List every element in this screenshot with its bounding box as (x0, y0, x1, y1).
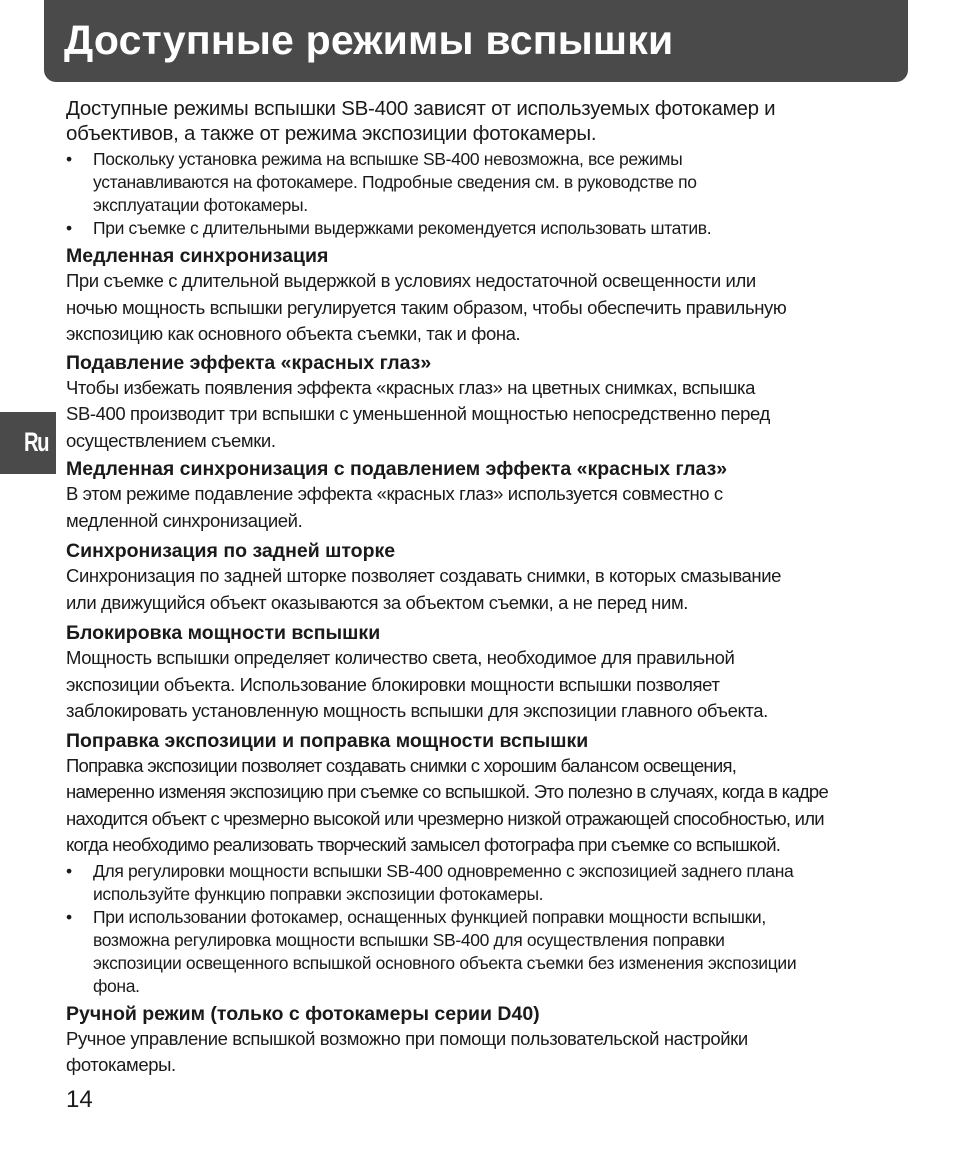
section-body (66, 375, 896, 455)
body-line: При съемке с длительной выдержкой в условиях недостаточной освещенности или (66, 270, 756, 291)
intro-paragraph (66, 96, 896, 146)
section-heading: Блокировка мощности вспышки (66, 622, 381, 644)
body-line: Поправка экспозиции позволяет создавать снимки с хорошим балансом освещения, (66, 754, 737, 776)
body-line: экспозицию как основного объекта съемки, так и фона. (66, 323, 521, 344)
section-heading: Синхронизация по задней шторке (66, 540, 396, 562)
intro-bullet-item (66, 217, 896, 240)
page-content (66, 96, 896, 1079)
body-line: Ручное управление вспышкой возможно при помощи пользовательской настройки (66, 1027, 748, 1049)
body-line: ночью мощность вспышки регулируется таким образом, чтобы обеспечить правильную (66, 296, 787, 318)
section-body (66, 645, 896, 725)
body-line: экспозиции объекта. Использование блокировки мощности вспышки позволяет (66, 673, 720, 695)
bullet-line: устанавливаются на фотокамере. Подробные сведения см. в руководстве по (93, 172, 697, 192)
section-heading: Медленная синхронизация с подавлением эффекта «красных глаз» (66, 458, 728, 480)
bullet-line: • Для регулировки мощности вспышки SB-400 одновременно с экспозицией заднего плана (93, 860, 794, 881)
intro-line: Доступные режимы вспышки SB-400 зависят от используемых фотокамер и (66, 97, 776, 120)
language-tab-label: Ru (24, 427, 48, 457)
intro-line: объективов, а также от режима экспозиции фотокамеры. (66, 122, 597, 145)
body-line: медленной синхронизацией. (66, 509, 303, 531)
section-body (66, 753, 896, 859)
section-slow-sync (66, 244, 896, 348)
bullet-line: фона. (93, 975, 140, 996)
section-body (66, 481, 896, 534)
bullet-line: используйте функцию поправки экспозиции фотокамеры. (93, 883, 544, 904)
title-bar (44, 0, 908, 82)
section-rear-curtain-sync (66, 539, 896, 616)
section-slow-sync-red-eye (66, 457, 896, 534)
page-number: 14 (66, 1086, 93, 1113)
bullet-line: экспозиции освещенного вспышкой основного объекта съемки без изменения экспозиции (93, 952, 797, 973)
section-red-eye-reduction (66, 351, 896, 455)
body-line: фотокамеры. (66, 1054, 176, 1075)
section-heading: Поправка экспозиции и поправка мощности вспышки (66, 729, 589, 752)
body-line: находится объект с чрезмерно высокой или чрезмерно низкой отражающей способностью, или (66, 807, 824, 829)
section-body (66, 268, 896, 348)
body-line: осуществлением съемки. (66, 429, 276, 451)
section-bullet-item (66, 860, 896, 906)
section-bullet-item (66, 906, 896, 998)
section-heading: Подавление эффекта «красных глаз» (66, 351, 432, 374)
section-body (66, 563, 896, 616)
section-heading: Ручной режим (только с фотокамеры серии D40) (66, 1002, 540, 1025)
bullet-line: • Поскольку установка режима на вспышке SB-400 невозможна, все режимы (93, 149, 683, 169)
bullet-line: • При съемке с длительными выдержками рекомендуется использовать штатив. (93, 218, 712, 238)
body-line: когда необходимо реализовать творческий замысел фотографа при съемке со вспышкой. (66, 834, 781, 855)
body-line: намеренно изменяя экспозицию при съемке со вспышкой. Это полезно в случаях, когда в кадре (66, 781, 829, 802)
body-line: или движущийся объект оказываются за объектом съемки, а не перед ним. (66, 591, 688, 613)
section-bullet-list (66, 860, 896, 998)
section-body (66, 1026, 896, 1079)
body-line: SB-400 производит три вспышки с уменьшенной мощностью непосредственно перед (66, 403, 770, 424)
section-flash-value-lock (66, 621, 896, 725)
language-tab (0, 412, 56, 474)
section-manual-mode (66, 1002, 896, 1079)
bullet-line: эксплуатации фотокамеры. (93, 195, 308, 215)
body-line: В этом режиме подавление эффекта «красных глаз» используется совместно с (66, 483, 723, 504)
intro-bullet-item (66, 148, 896, 217)
intro-bullet-list (66, 148, 896, 240)
body-line: заблокировать установленную мощность вспышки для экспозиции главного объекта. (66, 700, 768, 721)
section-heading: Медленная синхронизация (66, 245, 329, 267)
bullet-line: • При использовании фотокамер, оснащенных функцией поправки мощности вспышки, (93, 906, 766, 927)
body-line: Мощность вспышки определяет количество света, необходимое для правильной (66, 647, 735, 668)
body-line: Синхронизация по задней шторке позволяет создавать снимки, в которых смазывание (66, 565, 782, 586)
body-line: Чтобы избежать появления эффекта «красных глаз» на цветных снимках, вспышка (66, 376, 755, 398)
bullet-line: возможна регулировка мощности вспышки SB-400 для осуществления поправки (93, 929, 725, 950)
section-exposure-compensation (66, 729, 896, 998)
page-title: Доступные режимы вспышки (64, 17, 674, 63)
